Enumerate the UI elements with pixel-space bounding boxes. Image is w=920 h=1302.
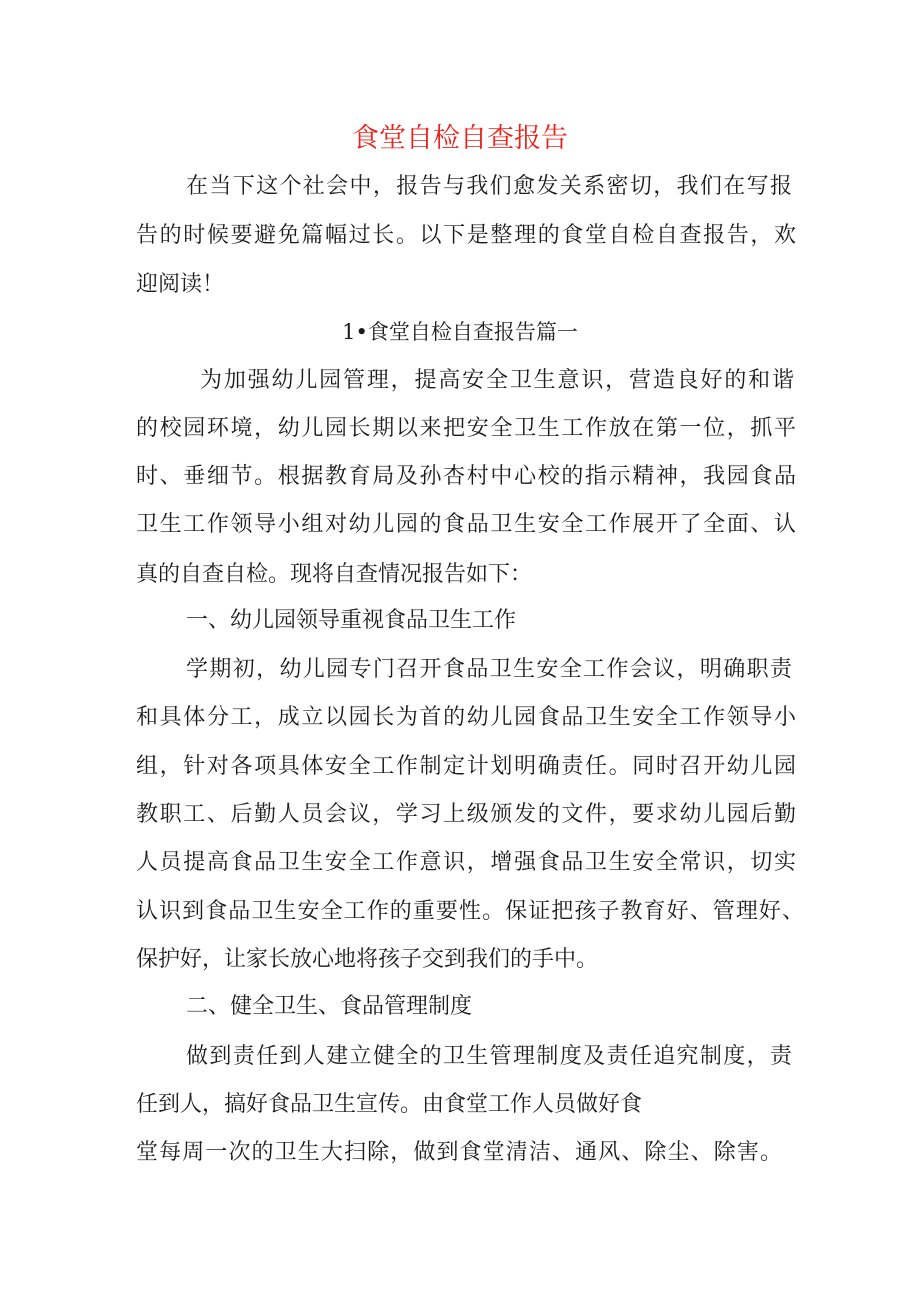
para1-line-2: 的校园环境，幼儿园长期以来把安全卫生工作放在第一位，抓平 xyxy=(136,416,796,441)
para2-line-5: 人员提高食品卫生安全工作意识，增强食品卫生安全常识，切实 xyxy=(136,850,796,875)
para1-line-3: 时、垂细节。根据教育局及孙杏村中心校的指示精神，我园食品 xyxy=(136,464,796,489)
para2-line-4: 教职工、后勤人员会议，学习上级颁发的文件，要求幼儿园后勤 xyxy=(136,802,796,827)
para1-line-5: 真的自查自检。现将自查情况报告如下： xyxy=(136,562,533,587)
heading-2: 二、健全卫生、食品管理制度 xyxy=(186,994,473,1019)
document-title: 食堂自检自查报告 xyxy=(352,123,568,154)
intro-line-3: 迎阅读！ xyxy=(136,272,225,297)
para2-line-7: 保护好，让家长放心地将孩子交到我们的手中。 xyxy=(136,947,599,972)
intro-line-2: 告的时候要避免篇幅过长。以下是整理的食堂自检自查报告，欢 xyxy=(136,223,796,248)
para3-line-1: 做到责任到人建立健全的卫生管理制度及责任追究制度，责 xyxy=(186,1044,792,1069)
para3-line-3: 堂每周一次的卫生大扫除，做到食堂清洁、通风、除尘、除害。 xyxy=(136,1140,782,1165)
para1-line-4: 卫生工作领导小组对幼儿园的食品卫生安全工作展开了全面、认 xyxy=(136,512,796,537)
para2-line-6: 认识到食品卫生安全工作的重要性。保证把孩子教育好、管理好、 xyxy=(136,899,804,924)
para2-line-2: 和具体分工，成立以园长为首的幼儿园食品卫生安全工作领导小 xyxy=(136,705,796,730)
para1-line-1: 为加强幼儿园管理，提高安全卫生意识，营造良好的和谐 xyxy=(200,368,794,393)
para2-line-1: 学期初，幼儿园专门召开食品卫生安全工作会议，明确职责 xyxy=(186,657,792,682)
intro-line-1: 在当下这个社会中，报告与我们愈发关系密切，我们在写报 xyxy=(186,174,792,199)
heading-1: 一、幼儿园领导重视食品卫生工作 xyxy=(186,608,517,633)
section-title: 1•食堂自检自查报告篇一 xyxy=(342,320,578,344)
para2-line-3: 组，针对各项具体安全工作制定计划明确责任。同时召开幼儿园 xyxy=(136,754,796,779)
para3-line-2: 任到人，搞好食品卫生宣传。由食堂工作人员做好食 xyxy=(136,1092,643,1117)
